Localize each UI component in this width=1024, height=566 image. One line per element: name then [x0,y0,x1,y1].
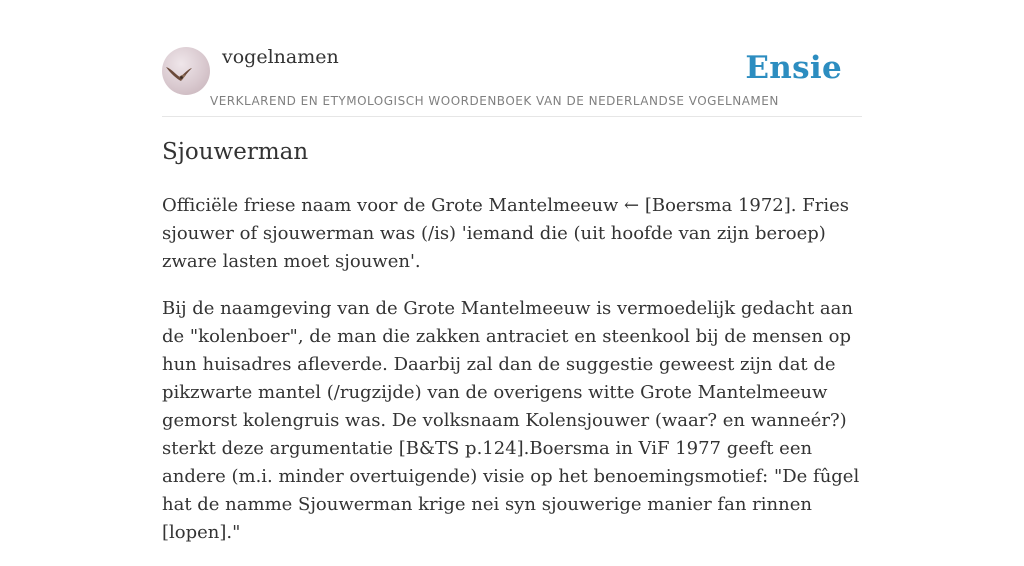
site-header [162,0,862,117]
article-paragraph-1: Officiële friese naam voor de Grote Mantelmeeuw ← [Boersma 1972]. Fries sjouwer of sjouwerman was (/is) 'iemand die (uit hoofde van zijn beroep) zware lasten moet sjouwen'. [162,195,849,272]
blog-name-link[interactable]: vogelnamen [222,46,339,68]
blog-avatar[interactable] [162,47,210,95]
ensie-logo-link[interactable]: Ensie [745,50,842,86]
page-title: Sjouwerman [162,139,309,165]
article-paragraph-2: Bij de naamgeving van de Grote Mantelmeeuw is vermoedelijk gedacht aan de "kolenboer", de man die zakken antraciet en steenkool bij de mensen op hun huisadres afleverde. Daarbij zal dan de suggestie geweest zijn dat de pikzwarte mantel (/rugzijde) van de overigens witte Grote Mantelmeeuw gemorst kolengruis was. De volksnaam Kolensjouwer (waar? en wanneér?) sterkt deze argumentatie [B&TS p.124].Boersma in ViF 1977 geeft een andere (m.i. minder overtuigende) visie op het benoemingsmotief: "De fûgel hat de namme Sjouwerman krige nei syn sjouwerige manier fan rinnen [lopen]." [162,298,860,543]
article-body [162,192,862,566]
bird-in-flight-icon [162,47,210,95]
blog-tagline: VERKLAREND EN ETYMOLOGISCH WOORDENBOEK VAN DE NEDERLANDSE VOGELNAMEN [210,94,779,108]
